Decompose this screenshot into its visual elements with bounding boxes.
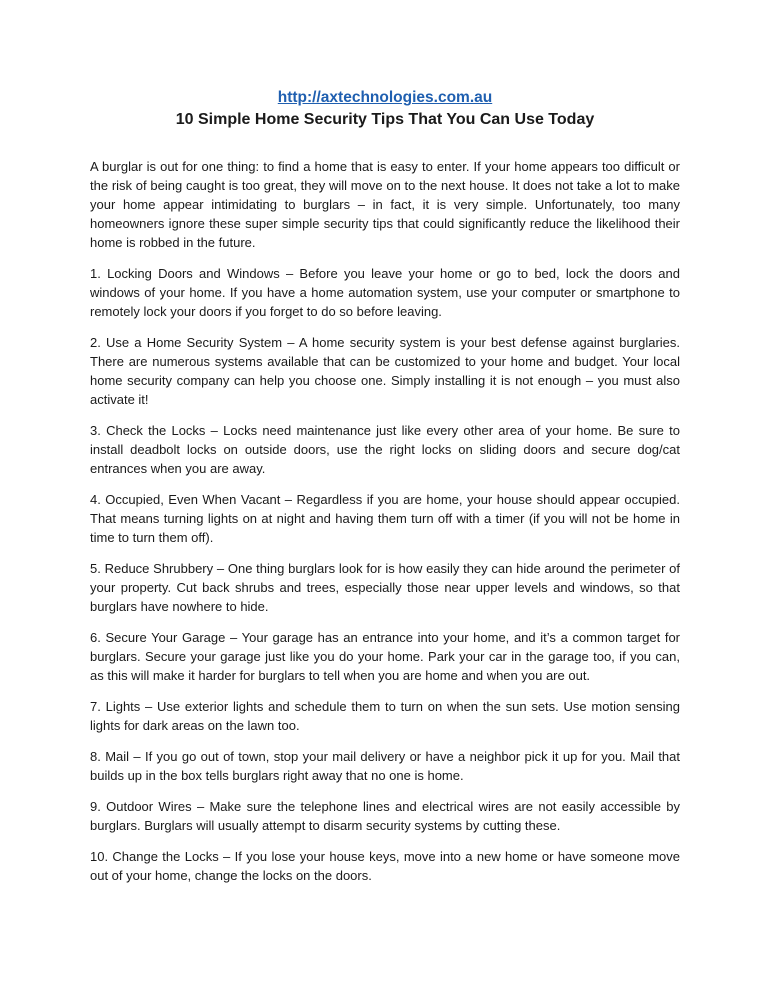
tip-9-paragraph: 9. Outdoor Wires – Make sure the telephone lines and electrical wires are not easily accessible by burglars. Burglars will usually attempt to disarm security systems by cutting these. xyxy=(90,799,680,833)
tip-1-paragraph: 1. Locking Doors and Windows – Before you leave your home or go to bed, lock the doors and windows of your home. If you have a home automation system, use your computer or smartphone to remotely lock your doors if you forget to do so before leaving. xyxy=(90,266,680,319)
website-link[interactable]: http://axtechnologies.com.au xyxy=(277,89,493,106)
tip-4-paragraph: 4. Occupied, Even When Vacant – Regardless if you are home, your house should appear occupied. That means turning lights on at night and having them turn off with a timer (if you will not be home in time to turn them off). xyxy=(90,492,680,545)
tip-3-paragraph: 3. Check the Locks – Locks need maintenance just like every other area of your home. Be sure to install deadbolt locks on outside doors, use the right locks on sliding doors and secure dog/cat entrances when you are away. xyxy=(90,423,680,476)
document-title: 10 Simple Home Security Tips That You Can Use Today xyxy=(175,111,595,128)
tip-2-paragraph: 2. Use a Home Security System – A home security system is your best defense against burglaries. There are numerous systems available that can be customized to your home and budget. Your local home security company can help you choose one. Simply installing it is not enough – you must also activate it! xyxy=(90,335,680,407)
tip-8-paragraph: 8. Mail – If you go out of town, stop your mail delivery or have a neighbor pick it up for you. Mail that builds up in the box tells burglars right away that no one is home. xyxy=(90,749,680,783)
tip-10-paragraph: 10. Change the Locks – If you lose your house keys, move into a new home or have someone move out of your home, change the locks on the doors. xyxy=(90,849,680,883)
tip-5-paragraph: 5. Reduce Shrubbery – One thing burglars look for is how easily they can hide around the perimeter of your property. Cut back shrubs and trees, especially those near upper levels and windows, so that burglars have nowhere to hide. xyxy=(90,561,680,614)
intro-paragraph: A burglar is out for one thing: to find a home that is easy to enter. If your home appears too difficult or the risk of being caught is too great, they will move on to the next house. It does not take a lot to make your home appear intimidating to burglars – in fact, it is very simple. Unfortunately, too many homeowners ignore these super simple security tips that could significantly reduce the likelihood their home is robbed in the future. xyxy=(90,159,680,250)
tip-7-paragraph: 7. Lights – Use exterior lights and schedule them to turn on when the sun sets. Use motion sensing lights for dark areas on the lawn too. xyxy=(90,699,680,733)
tip-6-paragraph: 6. Secure Your Garage – Your garage has an entrance into your home, and it’s a common target for burglars. Secure your garage just like you do your home. Park your car in the garage too, if you can, as this will make it harder for burglars to tell when you are home and when you are out. xyxy=(90,630,680,683)
document-body xyxy=(90,157,680,897)
document-header xyxy=(90,88,680,131)
